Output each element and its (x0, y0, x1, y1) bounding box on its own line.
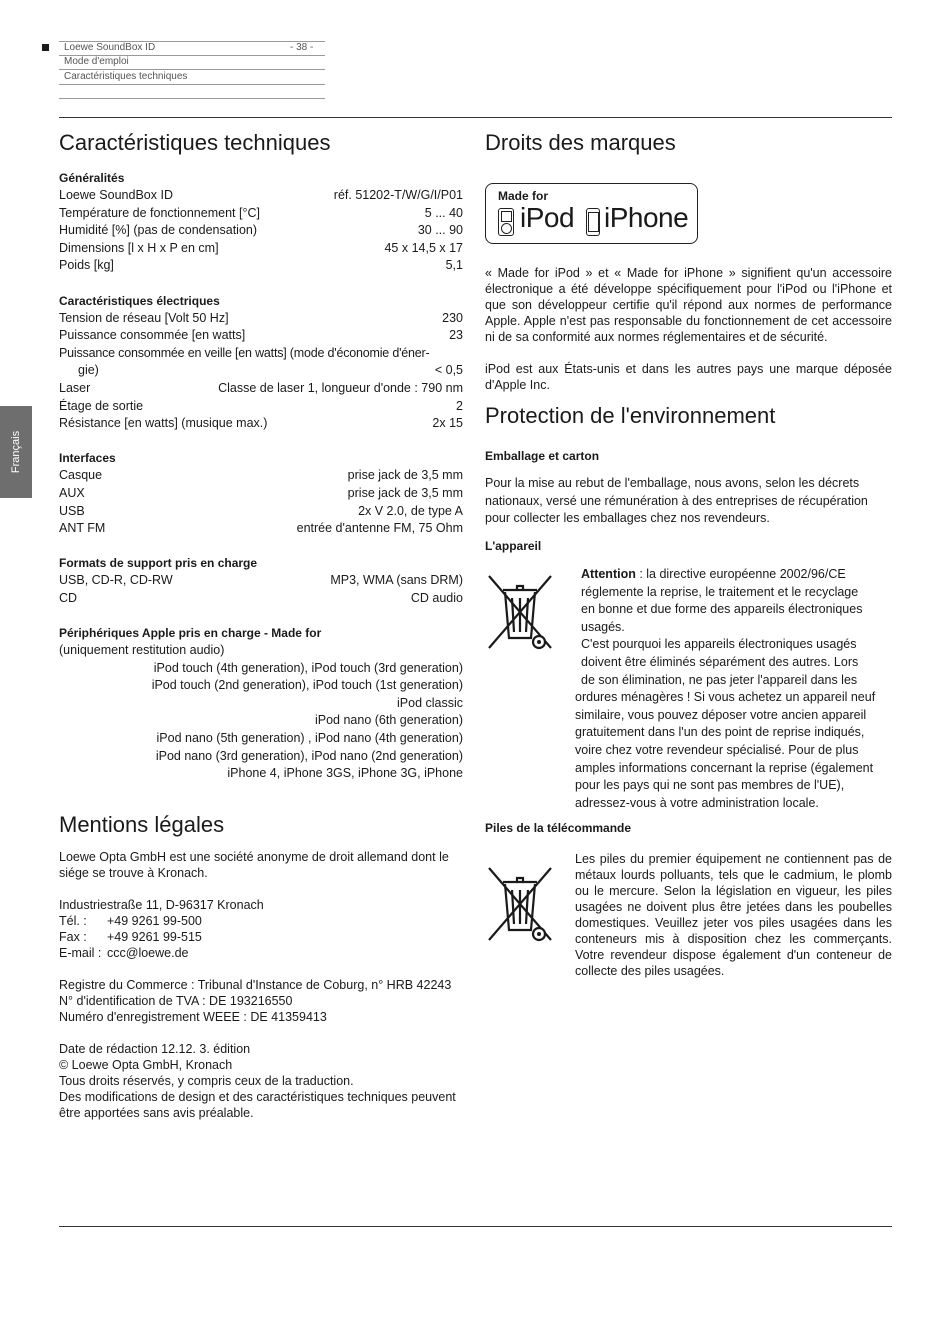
logo-iphone-text: iPhone (604, 202, 689, 233)
spec-row (59, 222, 463, 240)
made-for-ipod-iphone-logo (485, 183, 698, 244)
legal-registry-line: N° d'identification de TVA : DE 193216550 (59, 994, 293, 1008)
legal-registry-line: Registre du Commerce : Tribunal d'Instance de Coburg, n° HRB 42243 (59, 978, 452, 992)
device-line: en bonne et due forme des appareils électroniques (581, 602, 863, 617)
header-section: Caractéristiques techniques (64, 71, 188, 82)
interfaces-heading: Interfaces (59, 451, 116, 466)
spec-row (59, 398, 463, 416)
legal-registry-line: Numéro d'enregistrement WEEE : DE 41359413 (59, 1010, 327, 1024)
spec-value: 2 (456, 398, 463, 413)
spec-label: Puissance consommée en veille [en watts] (mode d'économie d'éner- (59, 345, 430, 360)
battery-text: Les piles du premier équipement ne contiennent pas de métaux lourds polluants, tels que le cadmium, le plomb ou le mercure. Selon la législation en vigueur, les piles usagées ne doivent plus être jetées dans les poubelles domestiques. Veuillez jeter vos piles usagées dans les conteneurs mis à disposition chez les commerçants. Votre revendeur dispose également d'un conteneur de collecte des piles usagées. (575, 852, 892, 978)
trademarks-para: « Made for iPod » et « Made for iPhone » signifient qu'un accessoire électronique a été développe spécifiquement pour l'iPod ou l'iPhone et que son développeur certifie qu'il répond aux normes de performance Apple. Apple n'est pas responsable du fonctionnement de cet accessoire ni de sa conformité aux normes réglementaires et de sécurité. (485, 266, 892, 344)
spec-label: Étage de sortie (59, 398, 144, 413)
spec-label: Résistance [en watts] (musique max.) (59, 416, 268, 431)
interfaces-table (59, 467, 463, 537)
legal-email (59, 945, 467, 961)
device-line-text: : la directive européenne 2002/96/CE (635, 567, 846, 581)
apple-device-line: iPod nano (6th generation) (314, 713, 463, 728)
spec-label: AUX (59, 485, 85, 500)
spec-row (59, 503, 463, 521)
spec-label: Tension de réseau [Volt 50 Hz] (59, 310, 229, 325)
spec-row (59, 257, 463, 275)
header-product: Loewe SoundBox ID (64, 42, 156, 53)
header-line (59, 69, 325, 70)
apple-device-line: iPod nano (5th generation) , iPod nano (4th generation) (156, 731, 463, 746)
header-page-number: - 38 - (290, 42, 314, 53)
spec-value: 230 (442, 310, 463, 325)
spec-row (59, 485, 463, 503)
spec-row (59, 345, 463, 363)
device-text-block (575, 566, 892, 812)
header-line (59, 84, 325, 85)
spec-label: Puissance consommée [en watts] (59, 328, 246, 343)
spec-row (59, 590, 463, 608)
spec-value: prise jack de 3,5 mm (347, 485, 463, 500)
iphone-icon (586, 208, 600, 236)
trademarks-title-wrap (485, 130, 676, 156)
logo-made-for: Made for (498, 189, 549, 203)
spec-label: gie) (78, 363, 99, 378)
language-tab-label: Français (10, 430, 22, 474)
legal-footer-line: Tous droits réservés, y compris ceux de la traduction. (59, 1074, 354, 1088)
spec-row (59, 205, 463, 223)
device-line: usagés. (581, 619, 625, 634)
spec-row (59, 415, 463, 433)
battery-text-block (575, 851, 892, 979)
spec-value: CD audio (410, 590, 463, 605)
spec-value: 2x V 2.0, de type A (358, 503, 463, 518)
spec-row (59, 187, 463, 205)
device-line: de son élimination, ne pas jeter l'appareil dans les (581, 672, 858, 687)
attention-label: Attention (581, 567, 636, 581)
device-line (575, 566, 892, 584)
legal-title: Mentions légales (59, 812, 225, 837)
formats-heading: Formats de support pris en charge (59, 556, 258, 571)
spec-row (59, 327, 463, 345)
top-rule (59, 117, 892, 118)
bottom-rule (59, 1226, 892, 1227)
email-value: ccc@loewe.de (107, 946, 189, 960)
legal-footer-line: Date de rédaction 12.12. 3. édition (59, 1042, 251, 1056)
spec-label: USB (59, 503, 85, 518)
device-text-cont: ordures ménagères ! Si vous achetez un appareil neuf similaire, vous pouvez déposer votre ancien appareil gratuitement dans l'un des point de reprise indiqués, voire chez votre revendeur spécialisé. Pour de plus amples informations concernant la reprise (également pour les pays qui ne sont pas membres de l'UE), adressez-vous à votre administration locale. (575, 690, 876, 810)
header-line (59, 98, 325, 99)
language-tab (0, 406, 32, 498)
spec-value: < 0,5 (434, 363, 463, 378)
environment-title: Protection de l'environnement (485, 403, 776, 428)
fax-label: Fax : (59, 930, 87, 944)
legal-intro: Loewe Opta GmbH est une société anonyme de droit allemand dont le siége se trouve à Kronach. (59, 850, 449, 880)
spec-value: 2x 15 (432, 416, 463, 431)
trademarks-text (485, 265, 892, 393)
fax-value: +49 9261 99-515 (107, 930, 202, 944)
legal-fax (59, 929, 467, 945)
spec-label: Poids [kg] (59, 258, 114, 273)
spec-label: Dimensions [l x H x P en cm] (59, 240, 219, 255)
device-line: réglemente la reprise, le traitement et le recyclage (581, 584, 859, 599)
email-label: E-mail : (59, 946, 102, 960)
spec-row (59, 572, 463, 590)
legal-address: Industriestraße 11, D-96317 Kronach (59, 898, 264, 912)
legal-footer-line: Des modifications de design et des caractéristiques techniques peuvent être apportées sans avis préalable. (59, 1090, 456, 1120)
spec-value: MP3, WMA (sans DRM) (330, 573, 463, 588)
ipod-icon (498, 208, 514, 236)
device-line: doivent être éliminés séparément des autres. Lors (581, 654, 859, 669)
general-table (59, 187, 463, 275)
tel-label: Tél. : (59, 914, 87, 928)
tel-value: +49 9261 99-500 (107, 914, 202, 928)
formats-table (59, 572, 463, 607)
spec-value: entrée d'antenne FM, 75 Ohm (296, 521, 463, 536)
spec-label: Humidité [%] (pas de condensation) (59, 223, 258, 238)
spec-value: Classe de laser 1, longueur d'onde : 790 nm (218, 380, 463, 395)
spec-value: 5,1 (445, 258, 463, 273)
spec-label: Casque (59, 468, 103, 483)
legal-section (59, 812, 467, 1121)
spec-row (59, 240, 463, 258)
spec-value: 23 (449, 328, 463, 343)
specs-title: Caractéristiques techniques (59, 130, 331, 155)
spec-row (59, 467, 463, 485)
spec-label: Loewe SoundBox ID (59, 188, 173, 202)
apple-devices-list (59, 660, 463, 783)
crossed-bin-icon (485, 862, 555, 946)
packaging-heading: Emballage et carton (485, 449, 600, 463)
spec-row (59, 310, 463, 328)
spec-label: USB, CD-R, CD-RW (59, 573, 173, 588)
spec-label: Température de fonctionnement [°C] (59, 205, 260, 220)
header-bullet (42, 44, 49, 51)
electrical-heading: Caractéristiques électriques (59, 293, 220, 308)
header-doc-type: Mode d'emploi (64, 56, 129, 67)
specs-section (59, 130, 463, 783)
legal-footer-line: © Loewe Opta GmbH, Kronach (59, 1058, 233, 1072)
spec-value: 5 ... 40 (424, 205, 463, 220)
apple-device-line: iPod nano (3rd generation), iPod nano (2nd generation) (155, 748, 463, 763)
apple-device-line: iPhone 4, iPhone 3GS, iPhone 3G, iPhone (227, 766, 463, 781)
spec-value: réf. 51202-T/W/G/I/P01 (333, 188, 463, 202)
trademarks-title: Droits des marques (485, 130, 676, 155)
device-heading: L'appareil (485, 538, 542, 553)
spec-row (59, 362, 463, 380)
spec-value: 30 ... 90 (417, 223, 463, 238)
spec-value: prise jack de 3,5 mm (347, 468, 463, 483)
battery-heading: Piles de la télécommande (485, 821, 632, 835)
packaging-text: Pour la mise au rebut de l'emballage, nous avons, selon les décrets nationaux, versé une rémunération à des entreprises de récupération pour collecter les emballages chez nos revendeurs. (485, 476, 868, 525)
apple-note: (uniquement restitution audio) (59, 643, 225, 658)
battery-heading-wrap (485, 820, 631, 837)
spec-label: CD (59, 590, 78, 605)
spec-row (59, 380, 463, 398)
spec-row (59, 520, 463, 538)
device-line: C'est pourquoi les appareils électroniques usagés (581, 637, 857, 652)
apple-heading: Périphériques Apple pris en charge - Made for (59, 626, 322, 641)
crossed-bin-icon (485, 570, 555, 654)
apple-device-line: iPod touch (4th generation), iPod touch (3rd generation) (153, 660, 463, 675)
trademarks-para: iPod est aux États-unis et dans les autres pays une marque déposée d'Apple Inc. (485, 362, 892, 392)
spec-label: ANT FM (59, 521, 106, 536)
general-heading: Généralités (59, 171, 125, 185)
logo-ipod-text: iPod (520, 202, 575, 233)
apple-device-line: iPod classic (397, 695, 463, 710)
spec-value: 45 x 14,5 x 17 (384, 240, 463, 255)
spec-label: Laser (59, 380, 91, 395)
apple-device-line: iPod touch (2nd generation), iPod touch (1st generation) (151, 678, 463, 693)
legal-tel (59, 913, 467, 929)
environment-section (485, 403, 892, 555)
